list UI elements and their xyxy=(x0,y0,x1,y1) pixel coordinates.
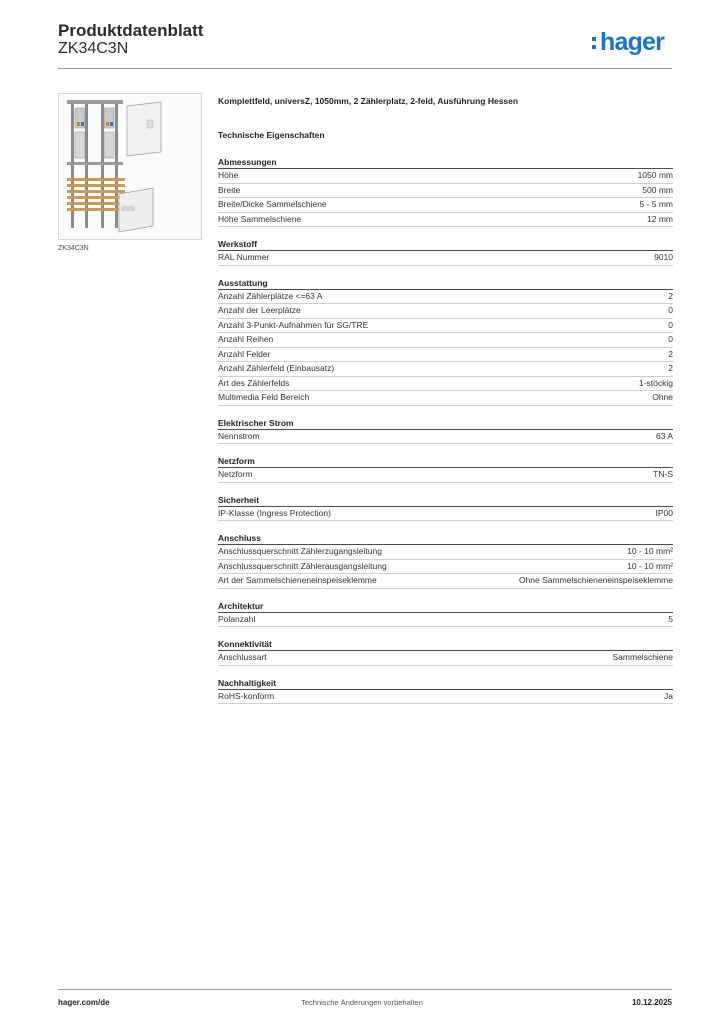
section-title: Nachhaltigkeit xyxy=(218,677,673,690)
property-value: 63 A xyxy=(655,430,673,441)
product-image xyxy=(58,93,202,240)
section-netzform xyxy=(218,455,673,483)
property-value: 5 xyxy=(668,613,673,624)
property-row xyxy=(218,560,673,575)
product-description: Komplettfeld, universZ, 1050mm, 2 Zählerplatz, 2-feld, Ausführung Hessen xyxy=(218,96,519,106)
property-label: Nennstrom xyxy=(218,430,260,441)
property-value: Sammelschiene xyxy=(612,652,673,662)
property-value: 2 xyxy=(668,363,673,373)
property-value: Ohne xyxy=(652,392,673,402)
property-row xyxy=(218,333,673,348)
property-label: RAL Nummer xyxy=(218,252,270,262)
property-value: TN-S xyxy=(653,469,673,479)
property-label: Anschlussart xyxy=(218,652,267,662)
property-label: Art des Zählerfelds xyxy=(218,377,290,388)
property-label: Anzahl 3-Punkt-Aufnahmen für SG/TRE xyxy=(218,319,369,330)
section-nachhaltigkeit xyxy=(218,677,673,705)
image-caption: ZK34C3N xyxy=(58,245,89,252)
property-row xyxy=(218,319,673,334)
section-sicherheit xyxy=(218,494,673,522)
section-elektrischer-strom xyxy=(218,417,673,445)
property-label: Anschlussquerschnitt Zählerzugangsleitung xyxy=(218,546,382,556)
property-label: Anzahl der Leerplätze xyxy=(218,305,301,315)
property-label: Art der Sammelschieneneinspeiseklemme xyxy=(218,575,377,585)
property-row xyxy=(218,251,673,266)
property-row xyxy=(218,362,673,377)
property-value: Ohne Sammelschieneneinspeiseklemme xyxy=(518,575,673,585)
section-abmessungen xyxy=(218,156,673,227)
section-title: Elektrischer Strom xyxy=(218,417,673,430)
section-title: Architektur xyxy=(218,600,673,613)
property-label: Höhe Sammelschiene xyxy=(218,213,302,224)
property-value: 10 - 10 mm² xyxy=(627,560,673,571)
property-row xyxy=(218,290,673,305)
property-row xyxy=(218,507,673,522)
property-label: RoHS-konform xyxy=(218,690,275,701)
property-value: 9010 xyxy=(654,252,673,262)
property-label: Netzform xyxy=(218,469,253,479)
section-konnektivität xyxy=(218,638,673,666)
property-label: Breite xyxy=(218,184,241,195)
property-row xyxy=(218,574,673,589)
property-label: Anschlussquerschnitt Zählerausgangsleitung xyxy=(218,560,387,571)
section-architektur xyxy=(218,600,673,628)
footer-disclaimer: Technische Änderungen vorbehalten xyxy=(301,998,423,1007)
section-title: Werkstoff xyxy=(218,238,673,251)
property-row xyxy=(218,690,673,705)
property-value: 2 xyxy=(668,290,673,301)
property-value: 500 mm xyxy=(642,184,673,195)
property-row xyxy=(218,169,673,184)
technical-properties-heading: Technische Eigenschaften xyxy=(218,130,325,140)
property-value: Ja xyxy=(664,690,673,701)
property-value: 5 - 5 mm xyxy=(639,199,673,209)
property-value: 12 mm xyxy=(647,213,673,224)
property-value: IP00 xyxy=(655,507,673,518)
property-label: Anzahl Zählerfeld (Einbausatz) xyxy=(218,363,335,373)
property-value: 0 xyxy=(668,305,673,315)
section-title: Anschluss xyxy=(218,532,673,545)
section-title: Ausstattung xyxy=(218,277,673,290)
property-label: IP-Klasse (Ingress Protection) xyxy=(218,507,331,518)
hager-logo xyxy=(590,28,676,58)
property-sections xyxy=(218,156,673,704)
property-label: Anzahl Reihen xyxy=(218,334,274,344)
property-row xyxy=(218,430,673,445)
property-row xyxy=(218,651,673,666)
property-row xyxy=(218,348,673,363)
property-row xyxy=(218,468,673,483)
footer-website: hager.com/de xyxy=(58,998,110,1007)
section-title: Netzform xyxy=(218,455,673,468)
property-label: Höhe xyxy=(218,170,239,180)
property-value: 10 - 10 mm² xyxy=(627,546,673,556)
property-row xyxy=(218,377,673,392)
section-anschluss xyxy=(218,532,673,589)
property-value: 0 xyxy=(668,319,673,330)
property-row xyxy=(218,184,673,199)
property-label: Polanzahl xyxy=(218,613,256,624)
section-title: Abmessungen xyxy=(218,156,673,169)
property-label: Anzahl Felder xyxy=(218,348,271,359)
header-divider xyxy=(58,68,672,69)
logo-text: hager xyxy=(600,28,665,56)
property-value: 1050 mm xyxy=(637,170,673,180)
section-werkstoff xyxy=(218,238,673,266)
section-title: Konnektivität xyxy=(218,638,673,651)
section-ausstattung xyxy=(218,277,673,406)
property-value: 2 xyxy=(668,348,673,359)
footer-divider xyxy=(58,989,672,990)
property-row xyxy=(218,213,673,228)
page-title: Produktdatenblatt xyxy=(58,21,204,40)
property-label: Multimedia Feld Bereich xyxy=(218,392,310,402)
section-title: Sicherheit xyxy=(218,494,673,507)
property-row xyxy=(218,198,673,213)
property-label: Breite/Dicke Sammelschiene xyxy=(218,199,327,209)
product-details xyxy=(218,96,673,704)
product-code: ZK34C3N xyxy=(58,40,129,57)
property-value: 1-stöckig xyxy=(638,377,673,388)
property-row xyxy=(218,545,673,560)
property-row xyxy=(218,613,673,628)
property-row xyxy=(218,391,673,406)
property-value: 0 xyxy=(668,334,673,344)
property-row xyxy=(218,304,673,319)
property-label: Anzahl Zählerplätze <=63 A xyxy=(218,290,323,301)
footer-date: 10.12.2025 xyxy=(631,998,672,1007)
